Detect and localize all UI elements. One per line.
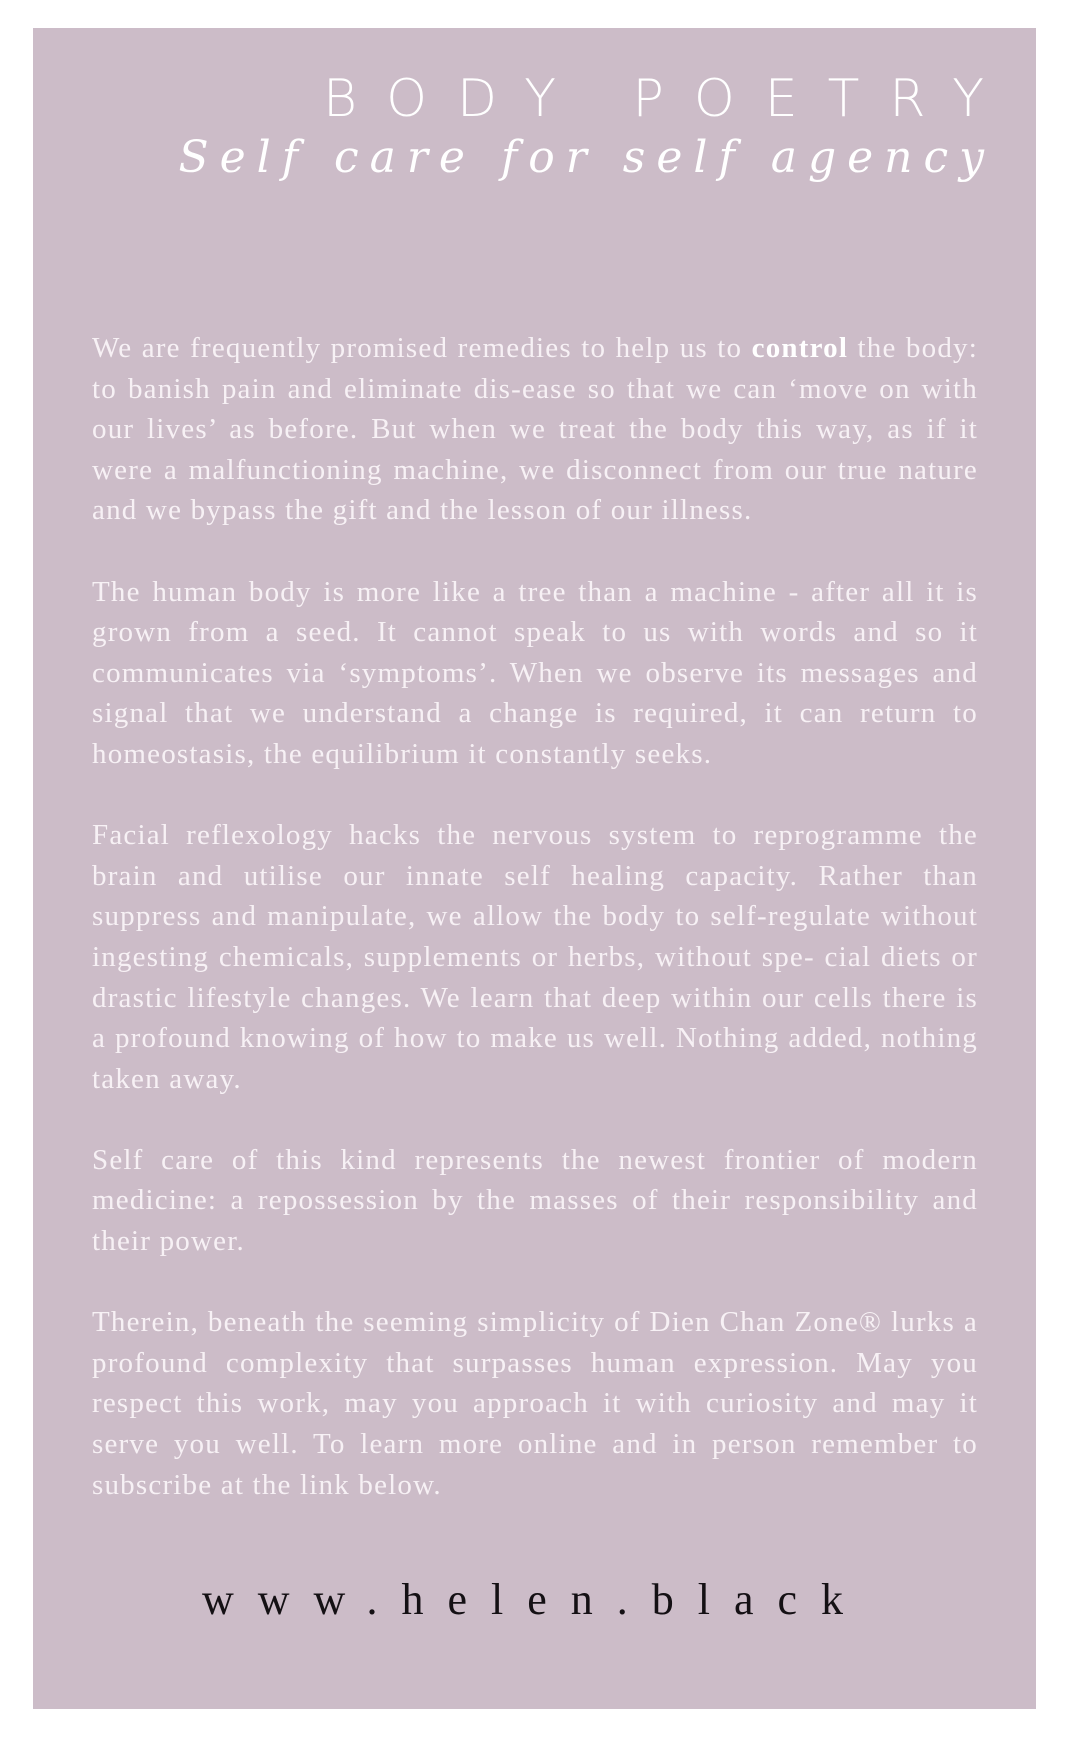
info-card xyxy=(33,28,1036,1709)
paragraph-5: Therein, beneath the seeming simplicity of Dien Chan Zone® lurks a profound complexity that surpasses human expression. May you respect this work, may you approach it with curiosity and may it serve you well. To learn more online and in person remember to subscribe at the link below. xyxy=(92,1306,978,1501)
paragraph-3: Facial reflexology hacks the nervous system to reprogramme the brain and utilise our innate self healing capacity. Rather than suppress and manipulate, we allow the body to self-regulate without ingesting chemicals, supplements or herbs, without spe- cial diets or drastic lifestyle changes. We learn that deep within our cells there is a profound knowing of how to make us well. Nothing added, nothing taken away. xyxy=(92,819,978,1095)
paragraph-1-end: the body: to banish pain and eliminate dis-ease so that we can ‘move on with our lives’ as before. But when we treat the body this way, as if it were a malfunctioning machine, we disconnect from our true nature and we bypass the gift and the lesson of our illness. xyxy=(92,332,978,527)
website-url[interactable]: www.helen.black xyxy=(201,1575,868,1624)
page-title: BODY POETRY xyxy=(322,69,1014,129)
paragraph-2: The human body is more like a tree than a machine - after all it is grown from a seed. It cannot speak to us with words and so it communicates via ‘symptoms’. When we observe its messages and signal that we understand a change is required, it can return to homeostasis, the equilibrium it constantly seeks. xyxy=(92,575,978,770)
paragraph-1 xyxy=(92,328,978,531)
paragraph-4: Self care of this kind represents the newest frontier of modern medicine: a repossession by the masses of their responsibility and their power. xyxy=(92,1143,978,1258)
paragraph-1-start: We are frequently promised remedies to help us to xyxy=(92,332,752,364)
page-subtitle: Self care for self agency xyxy=(178,131,995,183)
body-text xyxy=(92,328,978,1546)
header xyxy=(178,69,1014,183)
emphasis-control: control xyxy=(751,332,849,364)
